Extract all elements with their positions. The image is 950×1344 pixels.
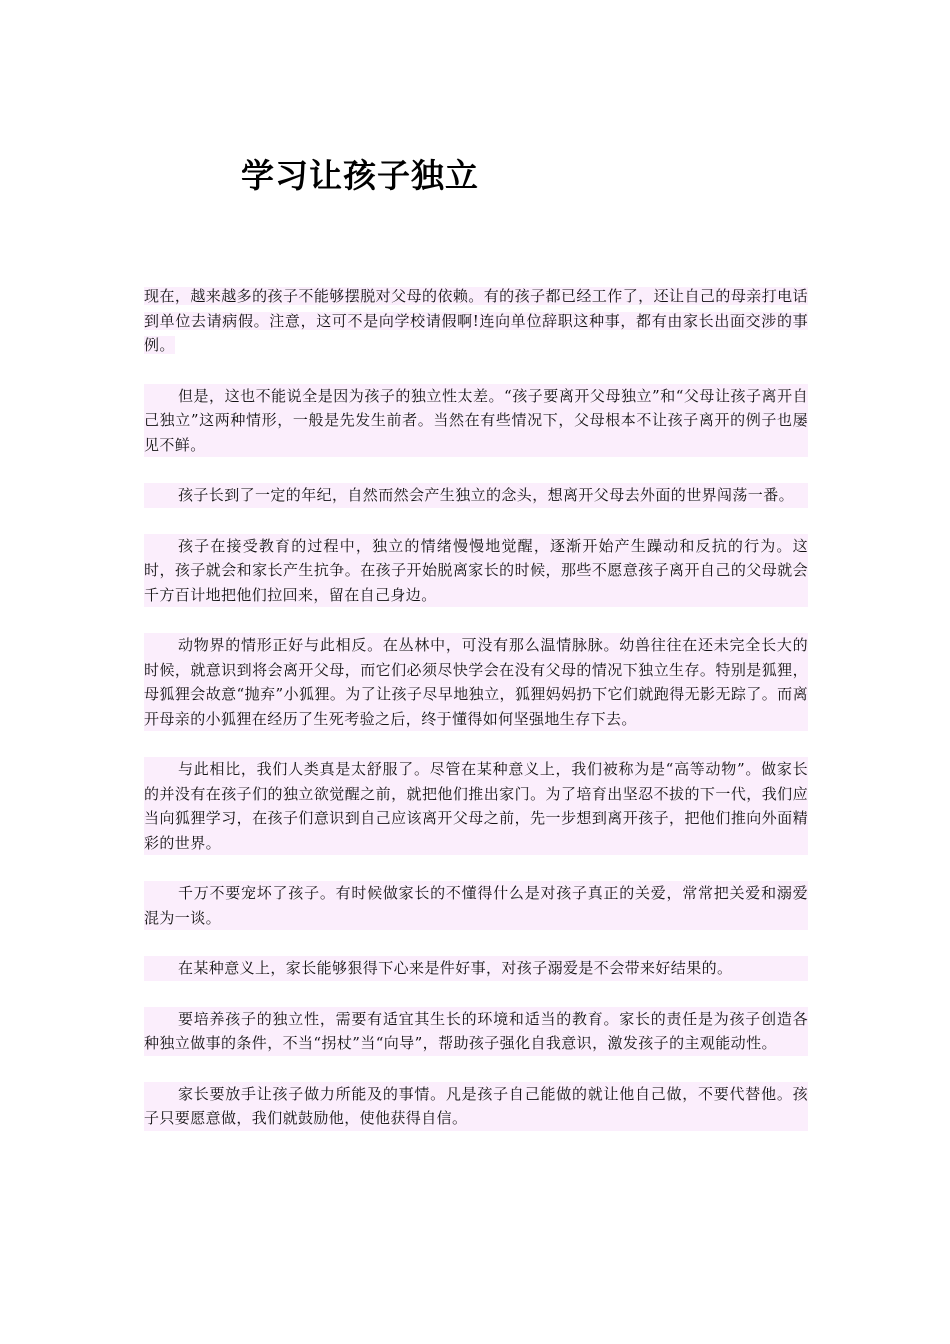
document-title: 学习让孩子独立	[241, 156, 479, 195]
paragraph-5: 动物界的情形正好与此相反。在丛林中，可没有那么温情脉脉。幼兽往往在还未完全长大的时候，就意识到将会离开父母，而它们必须尽快学会在没有父母的情况下独立生存。特别是狐狸，母狐狸会故意“抛弃”小狐狸。为了让孩子尽早地独立，狐狸妈妈扔下它们就跑得无影无踪了。而离开母亲的小狐狸在经历了生死考验之后，终于懂得如何坚强地生存下去。	[144, 633, 808, 731]
document-body	[144, 284, 808, 1157]
paragraph-10: 家长要放手让孩子做力所能及的事情。凡是孩子自己能做的就让他自己做，不要代替他。孩子只要愿意做，我们就鼓励他，使他获得自信。	[144, 1082, 808, 1131]
paragraph-2: 但是，这也不能说全是因为孩子的独立性太差。“孩子要离开父母独立”和“父母让孩子离开自己独立”这两种情形，一般是先发生前者。当然在有些情况下，父母根本不让孩子离开的例子也屡见不鲜。	[144, 384, 808, 458]
paragraph-1-text: 现在，越来越多的孩子不能够摆脱对父母的依赖。有的孩子都已经工作了，还让自己的母亲打电话到单位去请病假。注意，这可不是向学校请假啊!连向单位辞职这种事，都有由家长出面交涉的事例。	[144, 287, 808, 354]
paragraph-3: 孩子长到了一定的年纪，自然而然会产生独立的念头，想离开父母去外面的世界闯荡一番。	[144, 483, 808, 508]
paragraph-8: 在某种意义上，家长能够狠得下心来是件好事，对孩子溺爱是不会带来好结果的。	[144, 956, 808, 981]
paragraph-4: 孩子在接受教育的过程中，独立的情绪慢慢地觉醒，逐渐开始产生躁动和反抗的行为。这时，孩子就会和家长产生抗争。在孩子开始脱离家长的时候，那些不愿意孩子离开自己的父母就会千方百计地把他们拉回来，留在自己身边。	[144, 534, 808, 608]
paragraph-1	[144, 284, 808, 358]
paragraph-6: 与此相比，我们人类真是太舒服了。尽管在某种意义上，我们被称为是“高等动物”。做家长的并没有在孩子们的独立欲觉醒之前，就把他们推出家门。为了培育出坚忍不拔的下一代，我们应当向狐狸学习，在孩子们意识到自己应该离开父母之前，先一步想到离开孩子，把他们推向外面精彩的世界。	[144, 757, 808, 855]
paragraph-7: 千万不要宠坏了孩子。有时候做家长的不懂得什么是对孩子真正的关爱，常常把关爱和溺爱混为一谈。	[144, 881, 808, 930]
paragraph-9: 要培养孩子的独立性，需要有适宜其生长的环境和适当的教育。家长的责任是为孩子创造各种独立做事的条件，不当“拐杖”当“向导”，帮助孩子强化自我意识，激发孩子的主观能动性。	[144, 1007, 808, 1056]
